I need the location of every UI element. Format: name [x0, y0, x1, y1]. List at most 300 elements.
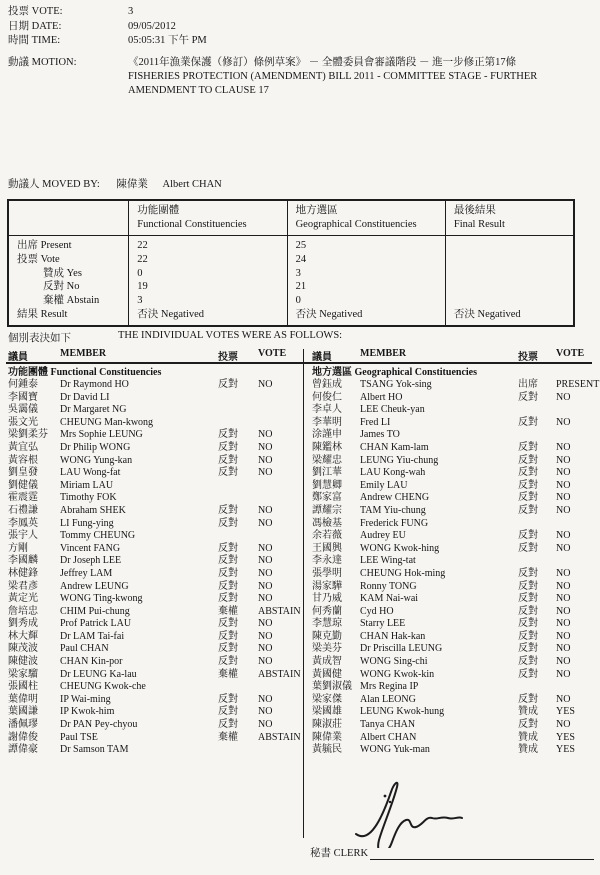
member-name-zh: 黃宜弘	[8, 441, 38, 453]
member-vote-zh: 反對	[518, 668, 538, 680]
time-label: 時間 TIME:	[8, 35, 61, 46]
member-vote-zh	[218, 744, 258, 757]
member-name-en: Dr Margaret NG	[60, 404, 127, 416]
member-vote-en: NO	[556, 656, 571, 668]
member-vote-zh	[218, 404, 258, 417]
member-row	[8, 480, 300, 493]
member-name-en: Mrs Regina IP	[360, 681, 419, 693]
member-name-en: IP Kwok-him	[60, 706, 115, 718]
member-row	[8, 392, 300, 405]
member-vote-en	[258, 681, 300, 694]
member-row	[312, 392, 594, 405]
member-name-zh: 余若薇	[312, 530, 342, 542]
member-vote-zh: 反對	[218, 567, 238, 579]
summary-row-label: 投票 Vote	[17, 253, 60, 265]
member-row	[8, 593, 300, 606]
member-row	[8, 631, 300, 644]
vote-col-header-en: VOTE	[556, 348, 585, 359]
member-row	[312, 581, 594, 594]
member-name-en: Dr Joseph LEE	[60, 555, 122, 567]
member-vote-zh: 反對	[218, 517, 238, 529]
summary-col-functional-zh: 功能團體	[137, 205, 180, 216]
member-row	[8, 492, 300, 505]
member-name-zh: 曾鈺成	[312, 379, 342, 390]
member-row	[8, 581, 300, 594]
votes-header-rule	[6, 362, 592, 364]
member-row	[312, 568, 594, 581]
member-name-zh: 劉江華	[312, 467, 342, 479]
member-name-zh: 李華明	[312, 416, 342, 428]
member-row	[312, 555, 594, 568]
member-row	[8, 606, 300, 619]
member-name-zh: 張國柱	[8, 681, 38, 693]
member-vote-en: NO	[258, 542, 273, 554]
member-row	[8, 656, 300, 669]
member-vote-en	[258, 480, 300, 493]
member-row	[312, 429, 594, 442]
summary-value-functional: 否決 Negatived	[137, 308, 205, 320]
summary-col-geographical-en: Geographical Constituencies	[295, 219, 417, 230]
member-name-zh: 陳淑莊	[312, 719, 342, 731]
summary-value-functional: 3	[137, 295, 143, 307]
member-vote-en: YES	[556, 731, 575, 743]
member-row	[8, 518, 300, 531]
member-name-zh: 譚偉豪	[8, 744, 38, 756]
member-vote-en: NO	[556, 668, 571, 680]
member-name-en: WONG Ting-kwong	[60, 593, 143, 605]
member-name-en: James TO	[360, 429, 400, 441]
member-name-zh: 葉國謙	[8, 706, 38, 718]
summary-header-row	[8, 200, 574, 236]
member-row	[312, 417, 594, 430]
member-name-en: Frederick FUNG	[360, 517, 429, 529]
member-row	[312, 492, 594, 505]
member-vote-zh: 出席	[518, 379, 538, 390]
summary-values-functional	[129, 236, 287, 326]
member-vote-zh: 反對	[218, 555, 238, 567]
member-vote-zh	[518, 518, 556, 531]
member-row	[8, 442, 300, 455]
member-row	[312, 530, 594, 543]
member-name-zh: 張學明	[312, 567, 342, 579]
member-vote-en	[258, 417, 300, 430]
member-vote-en: NO	[258, 379, 273, 390]
member-row	[312, 744, 594, 757]
time-value: 05:05:31 下午 PM	[128, 35, 207, 46]
member-row	[8, 719, 300, 732]
member-vote-zh: 反對	[218, 656, 238, 668]
member-vote-en: ABSTAIN	[258, 731, 301, 743]
member-name-zh: 李慧琼	[312, 618, 342, 630]
member-name-en: Paul TSE	[60, 731, 98, 743]
member-vote-en: NO	[258, 643, 273, 655]
member-row	[8, 706, 300, 719]
member-name-en: Dr LEUNG Ka-lau	[60, 668, 137, 680]
member-name-zh: 陳茂波	[8, 643, 38, 655]
member-vote-zh: 反對	[518, 593, 538, 605]
summary-row-label: 出席 Present	[17, 240, 72, 251]
summary-value-geographical: 24	[295, 253, 307, 265]
member-name-zh: 梁家騮	[8, 668, 38, 680]
summary-col-final-en: Final Result	[453, 219, 505, 230]
member-name-en: Albert CHAN	[360, 731, 417, 743]
member-name-zh: 甘乃威	[312, 593, 342, 605]
member-vote-en: NO	[258, 630, 273, 642]
member-name-zh: 李永達	[312, 555, 342, 567]
member-name-en: Cyd HO	[360, 605, 394, 617]
member-row	[8, 505, 300, 518]
member-vote-zh: 反對	[518, 693, 538, 705]
member-vote-zh	[518, 555, 556, 568]
member-vote-zh: 贊成	[518, 744, 538, 756]
member-vote-zh: 反對	[518, 479, 538, 491]
date-value: 09/05/2012	[128, 20, 176, 32]
member-name-en: WONG Yuk-man	[360, 744, 430, 756]
member-name-en: Dr Philip WONG	[60, 441, 131, 453]
member-name-zh: 劉慧卿	[312, 479, 342, 491]
member-name-en: WONG Kwok-hing	[360, 542, 440, 554]
summary-value-final	[454, 253, 567, 267]
member-name-zh: 霍震霆	[8, 492, 38, 504]
member-name-zh: 劉皇發	[8, 467, 38, 479]
member-vote-en: NO	[556, 693, 571, 705]
geographical-section-title: 地方選區 Geographical Constituencies	[312, 367, 477, 378]
summary-col-geographical-zh: 地方選區	[295, 205, 338, 216]
member-vote-zh: 反對	[518, 467, 538, 479]
member-name-zh: 黃容根	[8, 454, 38, 466]
member-vote-en: NO	[258, 517, 273, 529]
member-vote-en: NO	[556, 567, 571, 579]
member-row	[312, 656, 594, 669]
member-name-en: Albert HO	[360, 391, 403, 403]
member-vote-en	[258, 492, 300, 505]
member-vote-zh: 反對	[218, 467, 238, 479]
member-vote-zh	[218, 530, 258, 543]
document-meta	[8, 5, 207, 49]
member-name-en: Dr Samson TAM	[60, 744, 129, 756]
date-label: 日期 DATE:	[8, 20, 62, 32]
summary-corner-cell	[8, 200, 129, 236]
member-vote-en	[258, 404, 300, 417]
member-vote-en: NO	[556, 580, 571, 592]
member-name-zh: 馮檢基	[312, 517, 342, 529]
member-name-en: Fred LI	[360, 416, 391, 428]
member-vote-zh: 反對	[518, 391, 538, 403]
functional-constituencies-column	[8, 366, 300, 757]
member-col-header-zh: 議員	[312, 352, 332, 363]
member-vote-zh: 反對	[218, 542, 238, 554]
clerk-signature-row	[310, 845, 594, 860]
member-row	[8, 568, 300, 581]
member-vote-zh: 反對	[518, 643, 538, 655]
geographical-member-list	[312, 379, 600, 757]
member-row	[312, 404, 594, 417]
member-vote-en: NO	[258, 618, 273, 630]
member-vote-zh: 反對	[218, 379, 238, 390]
member-vote-zh: 棄權	[218, 668, 238, 680]
member-vote-en: NO	[556, 630, 571, 642]
member-name-en: Dr Raymond HO	[60, 379, 129, 390]
member-name-en: Paul CHAN	[60, 643, 109, 655]
member-vote-en: NO	[556, 530, 571, 542]
member-name-en: Alan LEONG	[360, 693, 416, 705]
member-vote-en: YES	[556, 706, 575, 718]
member-vote-zh: 反對	[518, 567, 538, 579]
member-vote-en	[258, 744, 300, 757]
motion-text-zh: 《2011年漁業保護（修訂）條例草案》 － 全體委員會審議階段 － 進一步修正第17條	[128, 57, 517, 68]
member-row	[8, 669, 300, 682]
member-vote-zh: 反對	[218, 693, 238, 705]
summary-value-final	[454, 280, 567, 294]
member-vote-zh: 反對	[518, 580, 538, 592]
member-name-en: TAM Yiu-chung	[360, 504, 426, 516]
member-vote-zh	[218, 392, 258, 405]
member-row	[312, 606, 594, 619]
member-name-zh: 黃成智	[312, 656, 342, 668]
member-vote-en	[556, 518, 594, 531]
member-row	[8, 455, 300, 468]
member-name-zh: 林大輝	[8, 630, 38, 642]
member-row	[8, 555, 300, 568]
member-row	[312, 719, 594, 732]
member-vote-zh	[218, 417, 258, 430]
member-name-zh: 黃國健	[312, 668, 342, 680]
summary-row-label: 贊成 Yes	[43, 267, 82, 279]
member-name-en: Starry LEE	[360, 618, 406, 630]
member-vote-en: NO	[556, 542, 571, 554]
member-name-zh: 梁國雄	[312, 706, 342, 718]
member-vote-en: NO	[556, 416, 571, 428]
member-vote-en: NO	[258, 429, 273, 441]
member-name-zh: 葉劉淑儀	[312, 681, 352, 693]
summary-value-geographical: 25	[295, 240, 307, 251]
member-vote-en: NO	[258, 693, 273, 705]
member-row	[312, 379, 600, 392]
member-vote-en: NO	[556, 605, 571, 617]
member-vote-en: ABSTAIN	[258, 668, 301, 680]
votes-header-left	[8, 348, 298, 363]
member-row	[8, 681, 300, 694]
member-row	[8, 543, 300, 556]
member-name-en: Andrew CHENG	[360, 492, 430, 504]
motion-block	[8, 56, 594, 98]
member-vote-zh: 棄權	[218, 731, 238, 743]
member-row	[8, 530, 300, 543]
member-name-zh: 李國寶	[8, 391, 38, 403]
member-vote-en: NO	[258, 580, 273, 592]
member-name-zh: 梁君彥	[8, 580, 38, 592]
member-name-zh: 黃定光	[8, 593, 38, 605]
summary-col-final-zh: 最後結果	[453, 205, 496, 216]
summary-value-final	[454, 239, 567, 253]
member-name-zh: 陳偉業	[312, 731, 342, 743]
member-vote-zh: 反對	[518, 605, 538, 617]
member-vote-en	[258, 392, 300, 405]
summary-col-geographical	[287, 200, 445, 236]
member-name-en: IP Wai-ming	[60, 693, 111, 705]
member-vote-zh: 反對	[218, 441, 238, 453]
member-name-en: Ronny TONG	[360, 580, 417, 592]
member-vote-zh: 反對	[518, 416, 538, 428]
member-row	[8, 643, 300, 656]
member-vote-en	[556, 404, 594, 417]
member-name-zh: 方剛	[8, 542, 28, 554]
member-vote-zh	[518, 429, 556, 442]
member-row	[312, 706, 594, 719]
member-name-en: Tommy CHEUNG	[60, 530, 136, 542]
member-vote-en	[258, 530, 300, 543]
motion-text-en: FISHERIES PROTECTION (AMENDMENT) BILL 2011 - COMMITTEE STAGE - FURTHER AMENDMENT TO CLAUSE 17	[128, 71, 538, 96]
clerk-label: 秘書 CLERK	[310, 848, 369, 859]
member-name-zh: 劉健儀	[8, 479, 38, 491]
member-vote-zh: 反對	[518, 630, 538, 642]
member-name-zh: 涂謹申	[312, 429, 342, 441]
member-name-zh: 陳鑑林	[312, 441, 342, 453]
member-name-en: WONG Sing-chi	[360, 656, 428, 668]
member-vote-zh: 反對	[518, 530, 538, 542]
member-name-en: CHEUNG Hok-ming	[360, 567, 446, 579]
member-row	[312, 618, 594, 631]
column-divider-line	[303, 349, 304, 838]
member-name-zh: 李卓人	[312, 404, 342, 416]
member-name-zh: 李國麟	[8, 555, 38, 567]
member-name-zh: 劉秀成	[8, 618, 38, 630]
summary-value-final	[454, 294, 567, 308]
member-row	[312, 505, 594, 518]
date-row	[8, 20, 207, 35]
member-row	[312, 643, 594, 656]
member-row	[8, 467, 300, 480]
summary-value-geographical: 0	[295, 295, 301, 307]
summary-row-label: 反對 No	[43, 281, 80, 293]
member-row	[8, 404, 300, 417]
motion-label: 動議 MOTION:	[8, 57, 77, 68]
member-vote-zh: 贊成	[518, 731, 538, 743]
member-name-zh: 何秀蘭	[312, 605, 342, 617]
member-col-header-en: MEMBER	[360, 348, 407, 359]
summary-value-final: 否決 Negatived	[453, 308, 521, 320]
summary-value-geographical: 否決 Negatived	[295, 308, 363, 320]
member-vote-zh: 反對	[218, 580, 238, 592]
member-name-zh: 王國興	[312, 542, 342, 554]
member-name-zh: 石禮謙	[8, 504, 38, 516]
votes-header-right	[312, 348, 594, 363]
member-name-en: LEE Cheuk-yan	[360, 404, 425, 416]
member-name-en: Vincent FANG	[60, 542, 121, 554]
summary-value-functional: 19	[137, 281, 148, 293]
member-name-en: KAM Nai-wai	[360, 593, 419, 605]
member-vote-en: NO	[556, 391, 571, 403]
member-vote-en	[556, 555, 594, 568]
member-name-zh: 潘佩璆	[8, 719, 38, 731]
member-name-zh: 吳靄儀	[8, 404, 38, 416]
member-name-en: Emily LAU	[360, 479, 408, 491]
member-col-header-zh: 議員	[8, 352, 28, 363]
vote-col-header-zh: 投票	[218, 352, 238, 363]
member-name-zh: 梁劉柔芬	[8, 429, 48, 441]
vote-number-row	[8, 5, 207, 20]
member-name-zh: 何俊仁	[312, 391, 342, 403]
member-vote-en: NO	[258, 567, 273, 579]
member-vote-zh: 反對	[218, 504, 238, 516]
member-vote-zh: 反對	[218, 719, 238, 731]
time-row	[8, 34, 207, 49]
member-vote-zh	[218, 480, 258, 493]
vote-number-value: 3	[128, 6, 134, 17]
member-row	[312, 669, 594, 682]
vote-summary-table	[7, 199, 575, 327]
member-name-en: WONG Yung-kan	[60, 454, 133, 466]
member-name-zh: 陳健波	[8, 656, 38, 668]
summary-value-geographical: 3	[295, 267, 301, 279]
summary-values-final	[445, 236, 574, 326]
member-name-zh: 湯家驊	[312, 580, 342, 592]
member-row	[312, 631, 594, 644]
member-name-en: Andrew LEUNG	[60, 580, 129, 592]
member-row	[312, 455, 594, 468]
member-name-en: CHAN Hak-kan	[360, 630, 426, 642]
member-vote-zh: 贊成	[518, 706, 538, 718]
member-name-en: CHEUNG Man-kwong	[60, 416, 154, 428]
summary-value-final	[454, 267, 567, 281]
individual-votes-title	[8, 330, 343, 345]
member-name-en: LEUNG Kwok-hung	[360, 706, 445, 718]
summary-value-functional: 22	[137, 240, 148, 251]
member-name-zh: 梁耀忠	[312, 454, 342, 466]
clerk-signature	[338, 776, 473, 848]
member-vote-en: NO	[258, 656, 273, 668]
member-name-en: CHEUNG Kwok-che	[60, 681, 146, 693]
member-vote-zh: 反對	[218, 706, 238, 718]
member-name-en: Miriam LAU	[60, 479, 114, 491]
member-vote-en: NO	[258, 555, 273, 567]
member-name-zh: 張宇人	[8, 530, 38, 542]
functional-section-title: 功能團體 Functional Constituencies	[8, 367, 162, 378]
member-row	[8, 379, 300, 392]
vote-number-label: 投票 VOTE:	[8, 6, 63, 17]
geographical-constituencies-column	[312, 366, 600, 757]
member-name-zh: 鄭家富	[312, 492, 342, 504]
summary-value-geographical: 21	[295, 281, 307, 293]
member-name-zh: 張文光	[8, 416, 38, 428]
member-vote-en: NO	[258, 467, 273, 479]
member-vote-zh: 反對	[218, 643, 238, 655]
member-row	[312, 732, 594, 745]
member-vote-en: NO	[556, 643, 571, 655]
member-row	[8, 732, 300, 745]
member-vote-en: NO	[556, 719, 571, 731]
moved-by-name-en: Albert CHAN	[162, 179, 222, 190]
moved-by-row	[8, 176, 222, 191]
member-name-en: Prof Patrick LAU	[60, 618, 132, 630]
member-vote-en: NO	[556, 479, 571, 491]
member-vote-en: NO	[556, 593, 571, 605]
summary-col-final	[445, 200, 574, 236]
member-vote-en: NO	[556, 492, 571, 504]
member-name-en: Dr David LI	[60, 391, 110, 403]
member-name-en: LEUNG Yiu-chung	[360, 454, 439, 466]
member-name-en: CHAN Kin-por	[60, 656, 123, 668]
member-vote-zh: 反對	[518, 492, 538, 504]
moved-by-label: 動議人 MOVED BY:	[8, 179, 100, 190]
member-row	[8, 694, 300, 707]
member-vote-en: NO	[258, 706, 273, 718]
member-name-zh: 謝偉俊	[8, 731, 38, 743]
member-name-en: Dr Priscilla LEUNG	[360, 643, 443, 655]
member-row	[8, 429, 300, 442]
functional-member-list	[8, 379, 300, 757]
member-name-zh: 李鳳英	[8, 517, 38, 529]
